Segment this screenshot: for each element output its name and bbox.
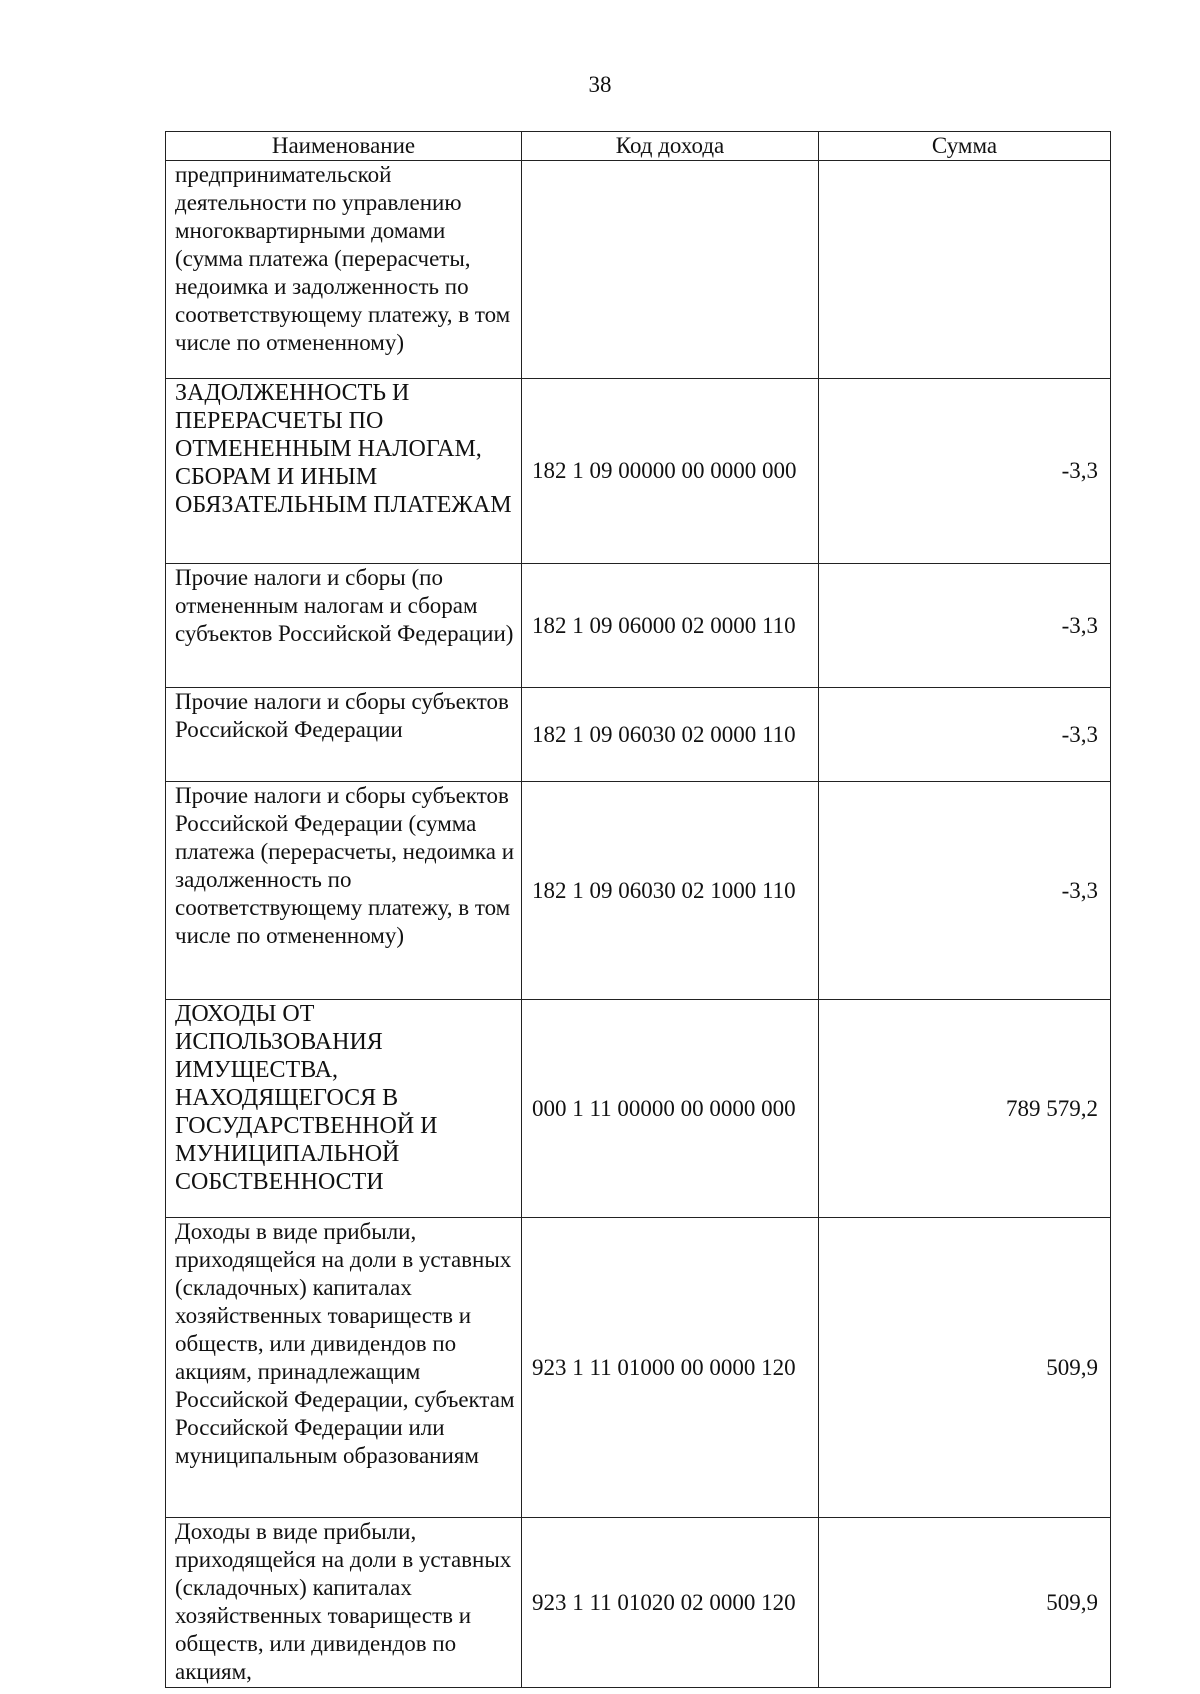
row-name: Прочие налоги и сборы субъектов Российской Федерации	[166, 688, 522, 782]
column-header-name: Наименование	[166, 132, 522, 161]
row-name: ЗАДОЛЖЕННОСТЬ И ПЕРЕРАСЧЕТЫ ПО ОТМЕНЕННЫМ НАЛОГАМ, СБОРАМ И ИНЫМ ОБЯЗАТЕЛЬНЫМ ПЛАТЕЖАМ	[166, 379, 522, 564]
row-sum: -3,3	[819, 782, 1111, 1000]
row-name: ДОХОДЫ ОТ ИСПОЛЬЗОВАНИЯ ИМУЩЕСТВА, НАХОДЯЩЕГОСЯ В ГОСУДАРСТВЕННОЙ И МУНИЦИПАЛЬНОЙ СОБСТВЕННОСТИ	[166, 1000, 522, 1218]
table-row	[166, 379, 1111, 564]
table-header-row	[166, 132, 1111, 161]
row-code	[522, 161, 819, 379]
column-header-sum: Сумма	[819, 132, 1111, 161]
row-code: 923 1 11 01000 00 0000 120	[522, 1218, 819, 1518]
table-row	[166, 1218, 1111, 1518]
row-sum: -3,3	[819, 564, 1111, 688]
revenue-table	[165, 131, 1111, 1688]
row-code: 000 1 11 00000 00 0000 000	[522, 1000, 819, 1218]
table-row	[166, 564, 1111, 688]
row-sum: -3,3	[819, 688, 1111, 782]
row-name: Доходы в виде прибыли, приходящейся на доли в уставных (складочных) капиталах хозяйственных товариществ и обществ, или дивидендов по акциям,	[166, 1518, 522, 1688]
table-row	[166, 782, 1111, 1000]
table-row	[166, 1518, 1111, 1688]
row-name: Прочие налоги и сборы субъектов Российской Федерации (сумма платежа (перерасчеты, недоимка и задолженность по соответствующему платежу, в том числе по отмененному)	[166, 782, 522, 1000]
table-row	[166, 161, 1111, 379]
row-name: предпринимательской деятельности по управлению многоквартирными домами (сумма платежа (перерасчеты, недоимка и задолженность по соответствующему платежу, в том числе по отмененному)	[166, 161, 522, 379]
row-sum	[819, 161, 1111, 379]
row-code: 182 1 09 06030 02 0000 110	[522, 688, 819, 782]
table-row	[166, 688, 1111, 782]
row-sum: -3,3	[819, 379, 1111, 564]
column-header-code: Код дохода	[522, 132, 819, 161]
row-code: 923 1 11 01020 02 0000 120	[522, 1518, 819, 1688]
row-sum: 509,9	[819, 1518, 1111, 1688]
row-sum: 789 579,2	[819, 1000, 1111, 1218]
table-row	[166, 1000, 1111, 1218]
row-code: 182 1 09 00000 00 0000 000	[522, 379, 819, 564]
page-number: 38	[588, 72, 612, 97]
row-name: Доходы в виде прибыли, приходящейся на доли в уставных (складочных) капиталах хозяйственных товариществ и обществ, или дивидендов по акциям, принадлежащим Российской Федерации, субъектам Российской Федерации или муниципальным образованиям	[166, 1218, 522, 1518]
row-sum: 509,9	[819, 1218, 1111, 1518]
row-name: Прочие налоги и сборы (по отмененным налогам и сборам субъектов Российской Федерации)	[166, 564, 522, 688]
row-code: 182 1 09 06000 02 0000 110	[522, 564, 819, 688]
row-code: 182 1 09 06030 02 1000 110	[522, 782, 819, 1000]
